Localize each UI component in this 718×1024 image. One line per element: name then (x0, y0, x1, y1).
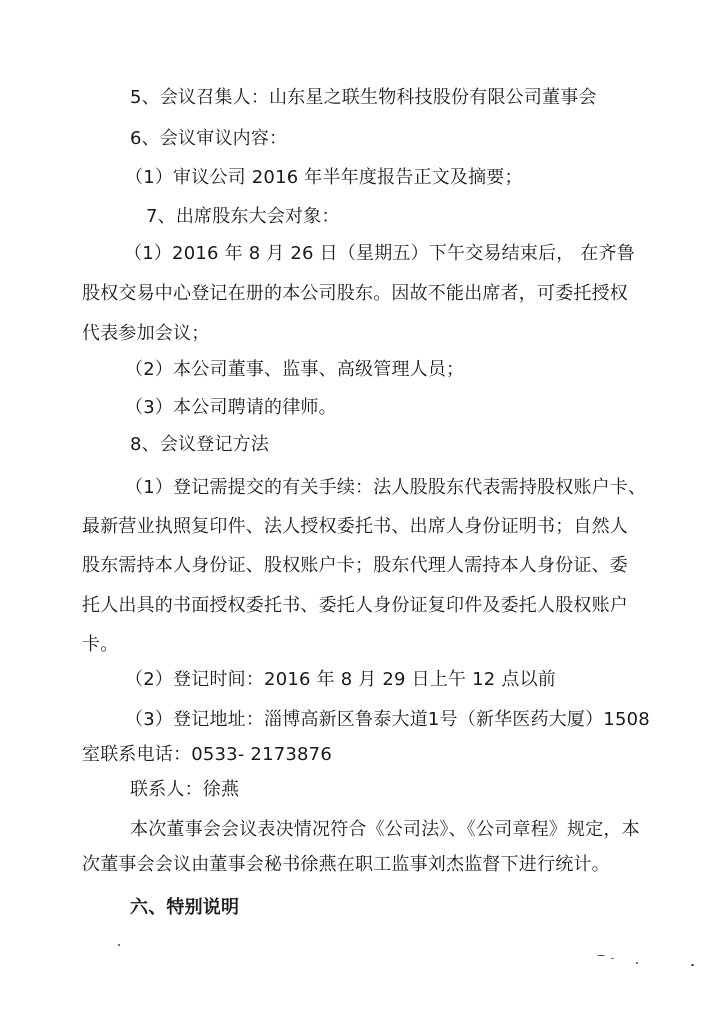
scan-speck (611, 958, 614, 959)
text-line: 代表参加会议； (82, 323, 210, 344)
text-line: （1）审议公司 2016 年半年度报告正文及摘要； (125, 167, 523, 188)
text-line: 联系人：徐燕 (130, 779, 240, 800)
text-line: （3）本公司聘请的律师。 (125, 397, 337, 418)
text-line: （2）登记时间：2016 年 8 月 29 日上午 12 点以前 (125, 669, 556, 690)
scan-speck (636, 962, 638, 964)
scan-speck (597, 955, 605, 956)
text-line: 6、会议审议内容： (130, 128, 288, 149)
text-line: 最新营业执照复印件、法人授权委托书、出席人身份证明书；自然人 (82, 516, 628, 537)
text-line: 本次董事会会议表决情况符合《公司法》、《公司章程》规定，本 (130, 819, 640, 840)
text-line: （3）登记地址：淄博高新区鲁泰大道1号（新华医药大厦）1508 (125, 709, 650, 730)
text-line: 室联系电话：0533- 2173876 (82, 744, 332, 765)
section-heading: 六、特别说明 (130, 897, 240, 918)
text-line: （1）登记需提交的有关手续：法人股股东代表需持股权账户卡、 (125, 477, 647, 498)
text-line: （1）2016 年 8 月 26 日（星期五）下午交易结束后， 在齐鲁 (124, 243, 635, 264)
text-line: 7、出席股东大会对象： (146, 206, 340, 227)
text-line: 股东需持本人身份证、股权账户卡；股东代理人需持本人身份证、委 (82, 555, 628, 576)
text-line: 卡。 (82, 634, 119, 655)
scan-speck (691, 964, 694, 966)
text-line: 托人出具的书面授权委托书、委托人身份证复印件及委托人股权账户 (82, 595, 628, 616)
scan-speck (118, 944, 120, 946)
text-line: 8、会议登记方法 (130, 434, 270, 455)
text-line: 5、会议召集人：山东星之联生物科技股份有限公司董事会 (130, 87, 597, 108)
text-line: 股权交易中心登记在册的本公司股东。因故不能出席者，可委托授权 (82, 283, 628, 304)
text-line: （2）本公司董事、监事、高级管理人员； (125, 359, 465, 380)
text-line: 次董事会会议由董事会秘书徐燕在职工监事刘杰监督下进行统计。 (82, 854, 610, 875)
